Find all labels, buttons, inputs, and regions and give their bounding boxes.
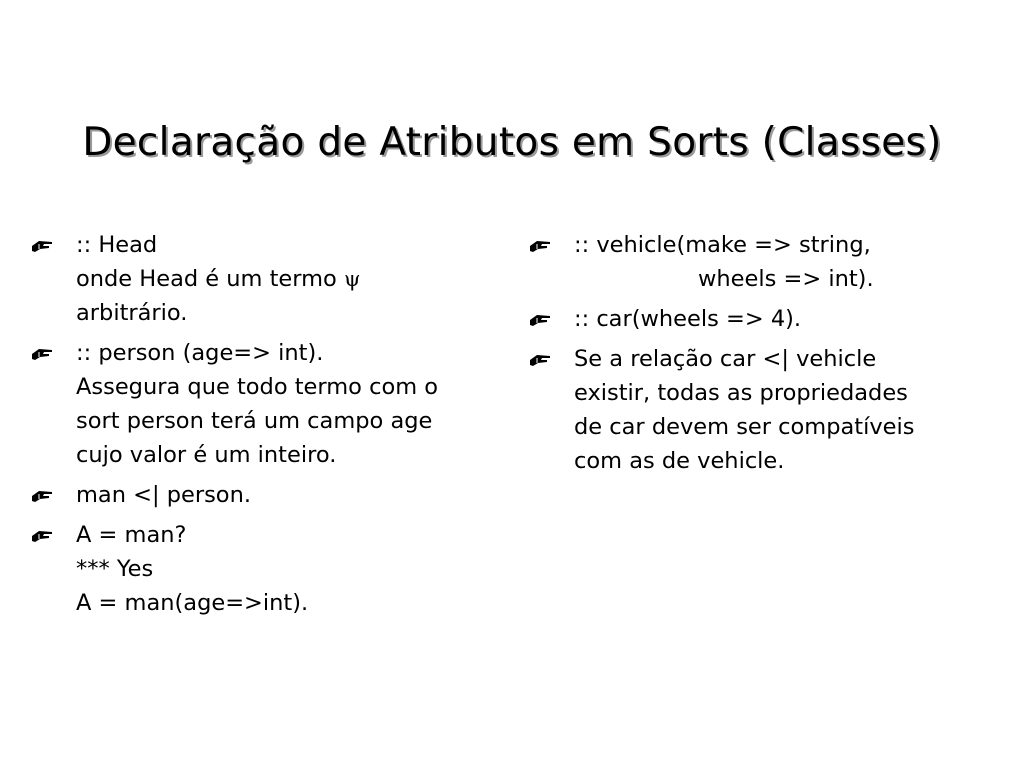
bullet-line: *** Yes [76, 556, 154, 582]
bullet-line: A = man(age=>int). [76, 590, 309, 616]
bullet-line: cujo valor é um inteiro. [76, 442, 337, 468]
bullet-item [528, 342, 998, 478]
bullet-line: :: Head [76, 232, 158, 258]
bullet-item [528, 228, 998, 296]
right-column [528, 228, 998, 484]
bullet-item [30, 228, 500, 330]
bullet-line: Se a relação car <| vehicle [574, 346, 877, 372]
pointing-hand-icon [30, 233, 56, 257]
bullet-line: existir, todas as propriedades [574, 380, 908, 406]
pointing-hand-icon [528, 307, 554, 331]
pointing-hand-icon [30, 483, 56, 507]
bullet-item [528, 302, 998, 336]
pointing-hand-icon [30, 341, 56, 365]
bullet-line: onde Head é um termo [76, 266, 337, 292]
bullet-line: man <| person. [76, 482, 251, 508]
bullet-line: com as de vehicle. [574, 448, 785, 474]
psi-symbol: ψ [343, 267, 361, 291]
pointing-hand-icon [528, 233, 554, 257]
bullet-line: A = man? [76, 522, 187, 548]
pointing-hand-icon [528, 347, 554, 371]
bullet-line: wheels => int). [698, 266, 874, 292]
bullet-line: arbitrário. [76, 300, 188, 326]
bullet-line: sort person terá um campo age [76, 408, 433, 434]
bullet-line: :: vehicle(make => string, [574, 232, 871, 258]
bullet-line: :: person (age=> int). [76, 340, 324, 366]
left-column [30, 228, 500, 626]
bullet-line: Assegura que todo termo com o [76, 374, 439, 400]
bullet-line: de car devem ser compatíveis [574, 414, 915, 440]
bullet-line: :: car(wheels => 4). [574, 306, 802, 332]
bullet-line-wrap [76, 262, 500, 296]
bullet-item [30, 336, 500, 472]
bullet-item [30, 478, 500, 512]
pointing-hand-icon [30, 523, 56, 547]
bullet-item [30, 518, 500, 620]
slide-title: Declaração de Atributos em Sorts (Classes) [82, 120, 942, 165]
